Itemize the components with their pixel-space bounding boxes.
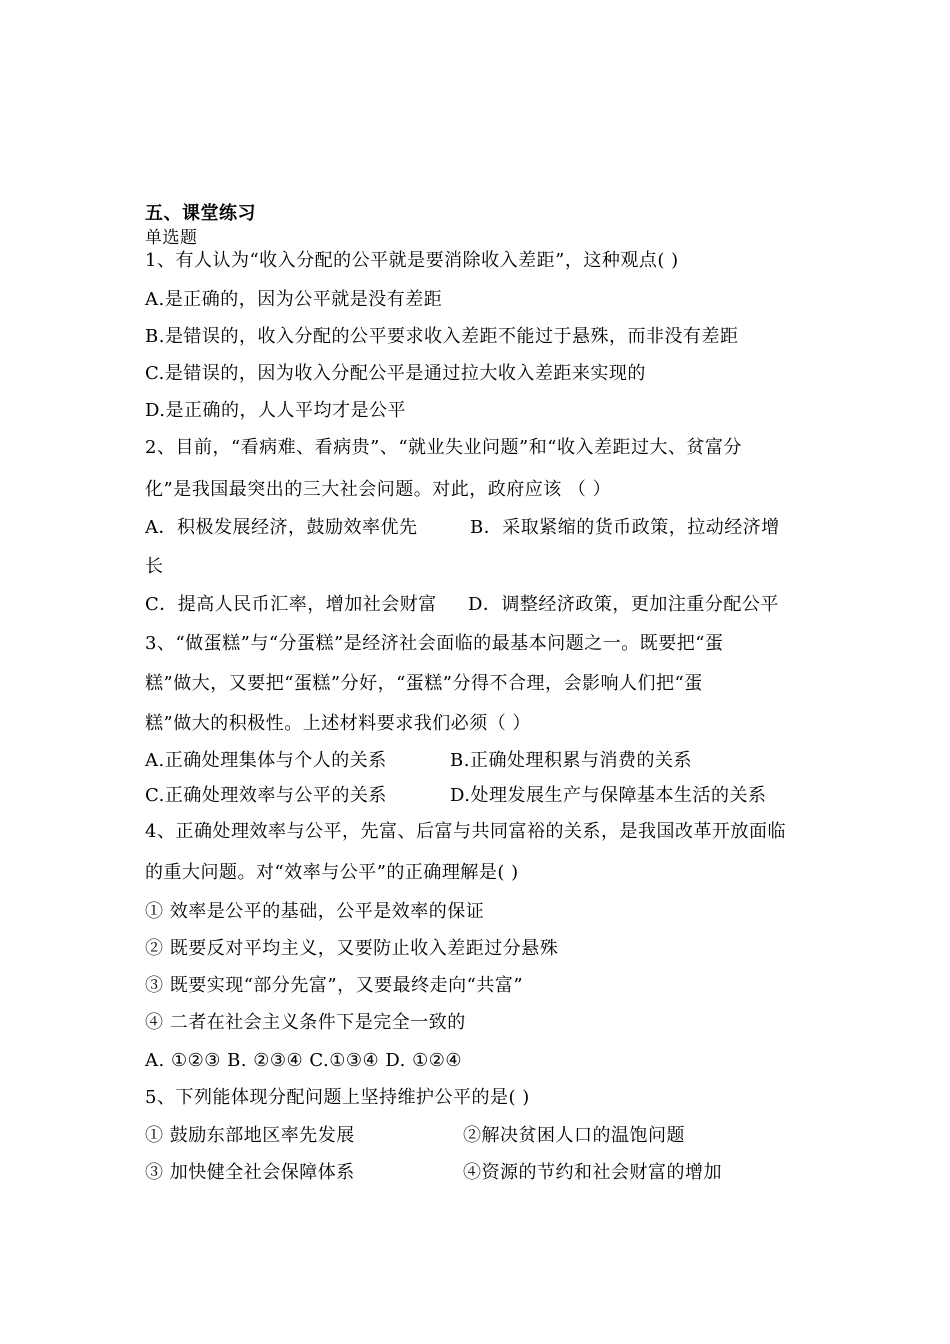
q3-option-a: A.正确处理集体与个人的关系	[145, 750, 387, 771]
q3-stem-line2: 糕”做大，又要把“蛋糕”分好，“蛋糕”分得不合理，会影响人们把“蛋	[145, 673, 703, 694]
q3-option-b: B.正确处理积累与消费的关系	[450, 750, 692, 771]
q2-option-a: A．积极发展经济，鼓励效率优先	[145, 517, 418, 538]
q3-stem-line1: 3、“做蛋糕”与“分蛋糕”是经济社会面临的最基本问题之一。既要把“蛋	[145, 633, 724, 654]
q1-option-a: A.是正确的，因为公平就是没有差距	[145, 289, 443, 310]
q1-option-d: D.是正确的，人人平均才是公平	[145, 400, 407, 421]
q4-statement-1: ① 效率是公平的基础，公平是效率的保证	[145, 901, 485, 922]
q2-stem-line2: 化”是我国最突出的三大社会问题。对此，政府应该 （ ）	[145, 479, 612, 500]
section-subtitle: 单选题	[145, 228, 198, 248]
section-title: 五、课堂练习	[145, 203, 256, 224]
q4-stem-line1: 4、正确处理效率与公平，先富、后富与共同富裕的关系，是我国改革开放面临	[145, 821, 786, 842]
q2-option-b-continued: 长	[145, 556, 164, 577]
q3-option-d: D.处理发展生产与保障基本生活的关系	[450, 785, 767, 806]
q5-statement-4: ④资源的节约和社会财富的增加	[463, 1162, 722, 1183]
q5-statement-3: ③ 加快健全社会保障体系	[145, 1162, 355, 1183]
q2-option-d: D．调整经济政策，更加注重分配公平	[468, 594, 779, 615]
q2-option-b: B．采取紧缩的货币政策，拉动经济增	[470, 517, 780, 538]
q1-option-c: C.是错误的，因为收入分配公平是通过拉大收入差距来实现的	[145, 363, 646, 384]
q4-stem-line2: 的重大问题。对“效率与公平”的正确理解是( )	[145, 862, 519, 883]
q2-option-c: C．提高人民币汇率，增加社会财富	[145, 594, 437, 615]
q5-statement-1: ① 鼓励东部地区率先发展	[145, 1125, 355, 1146]
q5-statement-2: ②解决贫困人口的温饱问题	[463, 1125, 685, 1146]
q1-option-b: B.是错误的，收入分配的公平要求收入差距不能过于悬殊，而非没有差距	[145, 326, 739, 347]
q5-stem: 5、下列能体现分配问题上坚持维护公平的是( )	[145, 1087, 530, 1108]
q4-statement-4: ④ 二者在社会主义条件下是完全一致的	[145, 1012, 466, 1033]
q4-choices: A. ①②③ B. ②③④ C.①③④ D. ①②④	[145, 1050, 463, 1071]
q2-stem-line1: 2、目前，“看病难、看病贵”、“就业失业问题”和“收入差距过大、贫富分	[145, 437, 742, 458]
q4-statement-2: ② 既要反对平均主义，又要防止收入差距过分悬殊	[145, 938, 559, 959]
q1-stem: 1、有人认为“收入分配的公平就是要消除收入差距”，这种观点( )	[145, 250, 679, 271]
q3-stem-line3: 糕”做大的积极性。上述材料要求我们必须（ ）	[145, 713, 531, 734]
q3-option-c: C.正确处理效率与公平的关系	[145, 785, 387, 806]
q4-statement-3: ③ 既要实现“部分先富”，又要最终走向“共富”	[145, 975, 524, 996]
